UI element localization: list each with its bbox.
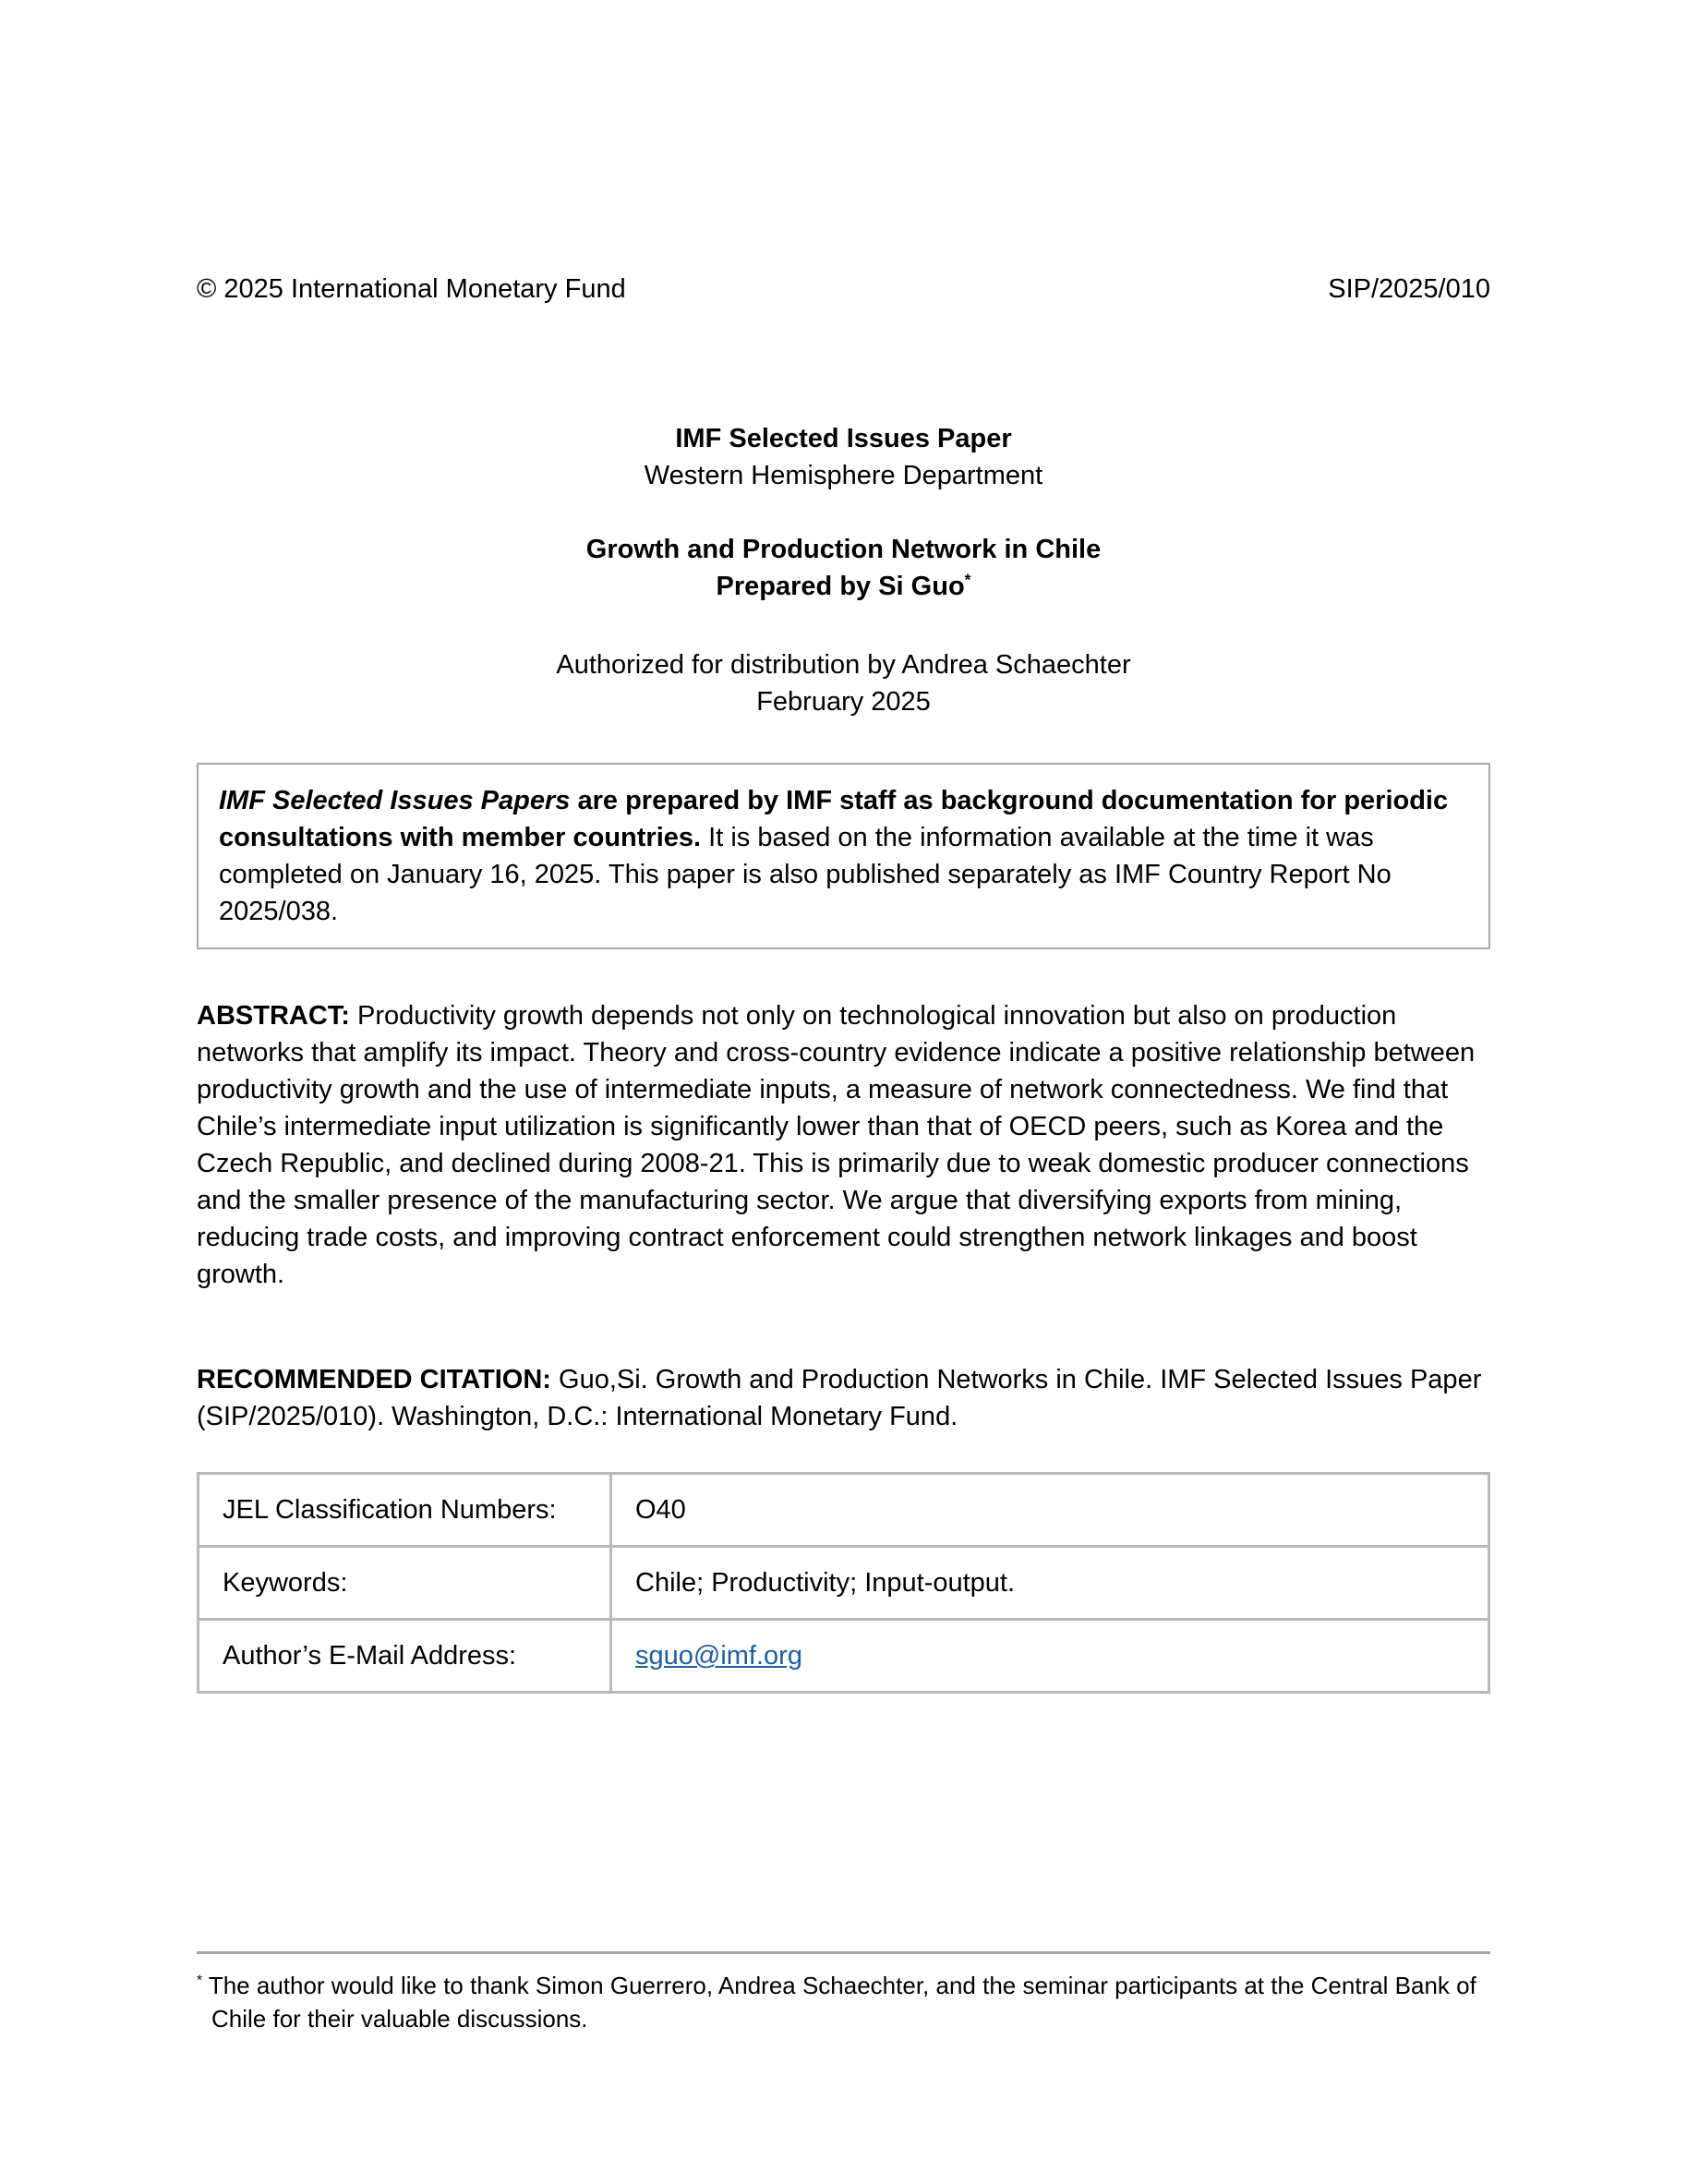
publication-date: February 2025 bbox=[756, 687, 931, 717]
series-block bbox=[197, 420, 1490, 494]
citation-text: Guo,Si. Growth and Production Networks in Chile. IMF Selected Issues Paper (SIP/2025/010). Washington, D.C.: International Monetary Fund. bbox=[197, 1365, 1482, 1431]
document-number: SIP/2025/010 bbox=[1328, 274, 1490, 304]
paper-title: Growth and Production Network in Chile bbox=[585, 535, 1102, 564]
footnote-mark: * bbox=[197, 1973, 203, 1989]
notice-body: It is based on the information available at the time it was completed on January 16, 2025. This paper is also published separately as IMF Country Report No 2025/038. bbox=[219, 823, 1392, 926]
info-table bbox=[197, 1472, 1490, 1694]
table-row bbox=[199, 1547, 1489, 1620]
email-cell bbox=[611, 1620, 1489, 1693]
page-content bbox=[197, 0, 1490, 1694]
footnote-body: The author would like to thank Simon Guerrero, Andrea Schaechter, and the seminar participants at the Central Bank of Chile for their valuable discussions. bbox=[202, 1972, 1476, 2033]
jel-label: JEL Classification Numbers: bbox=[199, 1474, 611, 1547]
abstract-label: ABSTRACT: bbox=[197, 1001, 350, 1031]
table-row bbox=[199, 1620, 1489, 1693]
citation-paragraph bbox=[197, 1361, 1490, 1435]
footnote-reference-mark: * bbox=[964, 570, 971, 589]
notice-lead-italic: IMF Selected Issues Papers bbox=[219, 786, 571, 815]
page-header bbox=[197, 271, 1490, 308]
paper-title-block bbox=[197, 531, 1490, 605]
notice-box bbox=[197, 763, 1490, 949]
copyright-text: © 2025 International Monetary Fund bbox=[197, 274, 626, 304]
email-label: Author’s E-Mail Address: bbox=[199, 1620, 611, 1693]
keywords-label: Keywords: bbox=[199, 1547, 611, 1620]
authorized-by-line: Authorized for distribution by Andrea Schaechter bbox=[556, 650, 1131, 680]
footnote-section bbox=[197, 1951, 1490, 2035]
series-title: IMF Selected Issues Paper bbox=[675, 424, 1012, 453]
notice-lead-bold: are prepared by IMF staff as background documentation for periodic consultations with member countries. bbox=[219, 786, 1449, 852]
department-name: Western Hemisphere Department bbox=[644, 461, 1043, 490]
authorization-block bbox=[197, 646, 1490, 720]
keywords-value: Chile; Productivity; Input-output. bbox=[611, 1547, 1489, 1620]
prepared-by-text: Prepared by Si Guo bbox=[716, 572, 965, 601]
jel-value: O40 bbox=[611, 1474, 1489, 1547]
author-email-link[interactable]: sguo@imf.org bbox=[635, 1641, 802, 1671]
table-row bbox=[199, 1474, 1489, 1547]
citation-label: RECOMMENDED CITATION: bbox=[197, 1365, 551, 1394]
footnote-text bbox=[197, 1969, 1490, 2035]
abstract-text: Productivity growth depends not only on technological innovation but also on production networks that amplify its impact. Theory and cross-country evidence indicate a positive relationship between productivity growth and the use of intermediate inputs, a measure of network connectedness. We find that Chile’s intermediate input utilization is significantly lower than that of OECD peers, such as Korea and the Czech Republic, and declined during 2008-21. This is primarily due to weak domestic producer connections and the smaller presence of the manufacturing sector. We argue that diversifying exports from mining, reducing trade costs, and improving contract enforcement could strengthen network linkages and boost growth. bbox=[197, 1001, 1476, 1289]
prepared-by-line bbox=[197, 568, 1490, 605]
abstract-paragraph bbox=[197, 997, 1490, 1293]
